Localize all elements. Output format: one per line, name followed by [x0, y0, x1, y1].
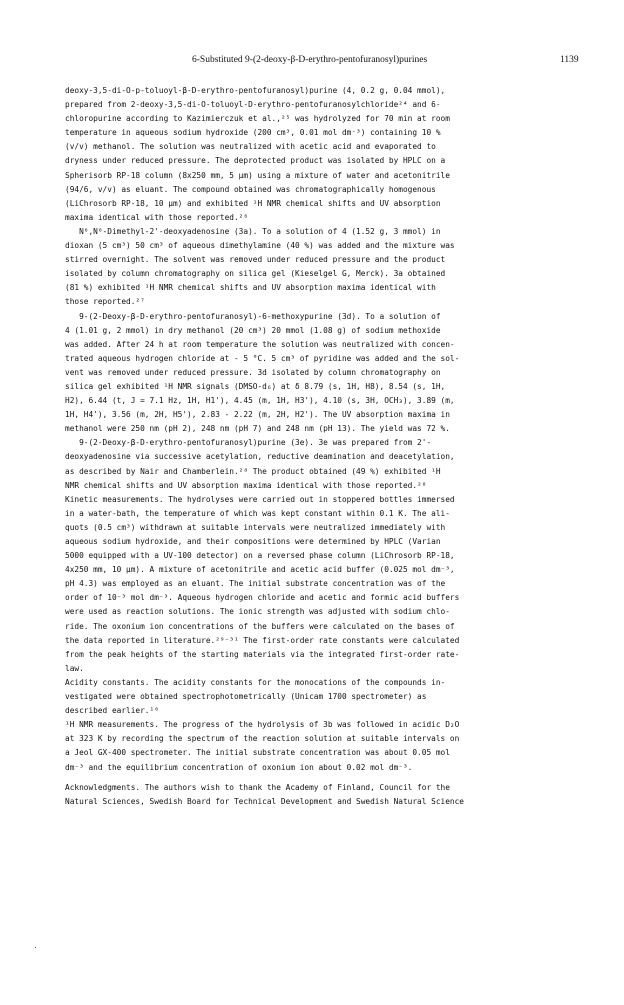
text-line: from the peak heights of the starting materials via the integrated first-order rate- — [65, 649, 460, 659]
scan-speck — [35, 947, 36, 948]
text-line: pH 4.3) was employed as an eluant. The initial substrate concentration was of the — [65, 579, 446, 589]
text-line: Spherisorb RP-18 column (8x250 mm, 5 μm) using a mixture of water and acetonitrile — [65, 170, 450, 180]
text-line: ¹H NMR measurements. The progress of the hydrolysis of 3b was followed in acidic D₂O — [65, 720, 460, 730]
text-line: the data reported in literature.²⁹⁻³¹ The first-order rate constants were calculated — [65, 635, 460, 645]
text-line: 4 (1.01 g, 2 mmol) in dry methanol (20 cm³) 20 mmol (1.08 g) of sodium methoxide — [65, 325, 441, 335]
article-body — [65, 84, 605, 809]
text-line: Natural Sciences, Swedish Board for Technical Development and Swedish Natural Science — [65, 796, 465, 806]
text-line: chloropurine according to Kazimierczuk et al.,²⁵ was hydrolyzed for 70 min at room — [65, 114, 450, 124]
text-line: (81 %) exhibited ¹H NMR chemical shifts and UV absorption maxima identical with — [65, 283, 436, 293]
text-line: maxima identical with those reported.²⁶ — [65, 212, 249, 222]
text-line: (94/6, v/v) as eluant. The compound obtained was chromatographically homogenous — [65, 184, 436, 194]
text-line: ride. The oxonium ion concentrations of the buffers were calculated on the bases of — [65, 621, 455, 631]
text-line: described earlier.¹⁶ — [65, 706, 159, 716]
page-number: 1139 — [560, 55, 579, 65]
text-line: dioxan (5 cm³) 50 cm³ of aqueous dimethylamine (40 %) was added and the mixture was — [65, 241, 455, 251]
text-line: 9-(2-Deoxy-β-D-erythro-pentofuranosyl)purine (3e). 3e was prepared from 2'- — [65, 438, 432, 448]
text-line: at 323 K by recording the spectrum of the reaction solution at suitable intervals on — [65, 734, 460, 744]
text-line: vent was removed under reduced pressure. 3d isolated by column chromatography on — [65, 367, 441, 377]
text-line: 4x250 mm, 10 μm). A mixture of acetonitrile and acetic acid buffer (0.025 mol dm⁻³, — [65, 565, 455, 575]
text-line: N⁶,N⁶-Dimethyl-2'-deoxyadenosine (3a). To a solution of 4 (1.52 g, 3 mmol) in — [65, 226, 441, 236]
text-line: isolated by column chromatography on silica gel (Kieselgel G, Merck). 3a obtained — [65, 269, 446, 279]
text-line: trated aqueous hydrogen chloride at - 5 °C. 5 cm³ of pyridine was added and the sol- — [65, 353, 460, 363]
text-line: silica gel exhibited ¹H NMR signals (DMSO-d₆) at δ 8.79 (s, 1H, H8), 8.54 (s, 1H, — [65, 381, 446, 391]
text-line: (LiChrosorb RP-18, 10 μm) and exhibited ¹H NMR chemical shifts and UV absorption — [65, 198, 441, 208]
text-line: quots (0.5 cm³) withdrawn at suitable intervals were neutralized immediately with — [65, 522, 446, 532]
text-line: 1H, H4'), 3.56 (m, 2H, H5'), 2.83 - 2.22 (m, 2H, H2'). The UV absorption maxima in — [65, 410, 450, 420]
text-line: Acidity constants. The acidity constants for the monocations of the compounds in- — [65, 677, 446, 687]
text-line: as described by Nair and Chamberlein.²⁸ The product obtained (49 %) exhibited ¹H — [65, 466, 441, 476]
text-line: Acknowledgments. The authors wish to thank the Academy of Finland, Council for the — [65, 782, 450, 792]
text-line: prepared from 2-deoxy-3,5-di-O-toluoyl-D-erythro-pentofuranosylchloride²⁴ and 6- — [65, 100, 441, 110]
text-line: 5000 equipped with a UV-100 detector) on a reversed phase column (LiChrosorb RP-18, — [65, 551, 455, 561]
text-line: law. — [65, 663, 84, 673]
text-line: (v/v) methanol. The solution was neutralized with acetic acid and evaporated to — [65, 142, 436, 152]
text-line: dm⁻³ and the equilibrium concentration of oxonium ion about 0.02 mol dm⁻³. — [65, 762, 413, 772]
text-line: NMR chemical shifts and UV absorption maxima identical with those reported.²⁸ — [65, 480, 427, 490]
text-line: were used as reaction solutions. The ionic strength was adjusted with sodium chlo- — [65, 607, 450, 617]
text-line: deoxyadenosine via successive acetylation, reductive deamination and deacetylation, — [65, 452, 455, 462]
text-line: Kinetic measurements. The hydrolyses were carried out in stoppered bottles immersed — [65, 494, 455, 504]
text-line: aqueous sodium hydroxide, and their compositions were determined by HPLC (Varian — [65, 537, 441, 546]
text-line: temperature in aqueous sodium hydroxide (200 cm³, 0.01 mol dm⁻³) containing 10 % — [65, 128, 441, 138]
text-line: a Jeol GX-400 spectrometer. The initial substrate concentration was about 0.05 mol — [65, 748, 450, 758]
text-line: H2), 6.44 (t, J = 7.1 Hz, 1H, H1'), 4.45 (m, 1H, H3'), 4.10 (s, 3H, OCH₃), 3.89 (m, — [65, 396, 455, 406]
text-line: methanol were 250 nm (pH 2), 248 nm (pH 7) and 248 nm (pH 13). The yield was 72 %. — [65, 424, 450, 434]
text-line: vestigated were obtained spectrophotometrically (Unicam 1700 spectrometer) as — [65, 692, 427, 702]
page-header — [0, 55, 624, 71]
text-line: 9-(2-Deoxy-β-D-erythro-pentofuranosyl)-6-methoxypurine (3d). To a solution of — [65, 311, 441, 321]
text-line: deoxy-3,5-di-O-p-toluoyl-β-D-erythro-pentofuranosyl)purine (4, 0.2 g, 0.04 mmol), — [65, 86, 446, 95]
text-line: those reported.²⁷ — [65, 297, 145, 307]
text-line: was added. After 24 h at room temperature the solution was neutralized with concen- — [65, 339, 455, 349]
running-title: 6-Substituted 9-(2-deoxy-β-D-erythro-pentofuranosyl)purines — [192, 55, 428, 65]
text-line: in a water-bath, the temperature of which was kept constant within 0.1 K. The ali- — [65, 508, 450, 518]
text-line: dryness under reduced pressure. The deprotected product was isolated by HPLC on a — [65, 156, 446, 166]
text-line: stirred overnight. The solvent was removed under reduced pressure and the product — [65, 255, 446, 265]
text-line: order of 10⁻³ mol dm⁻³. Aqueous hydrogen chloride and acetic and formic acid buffers — [65, 593, 460, 603]
